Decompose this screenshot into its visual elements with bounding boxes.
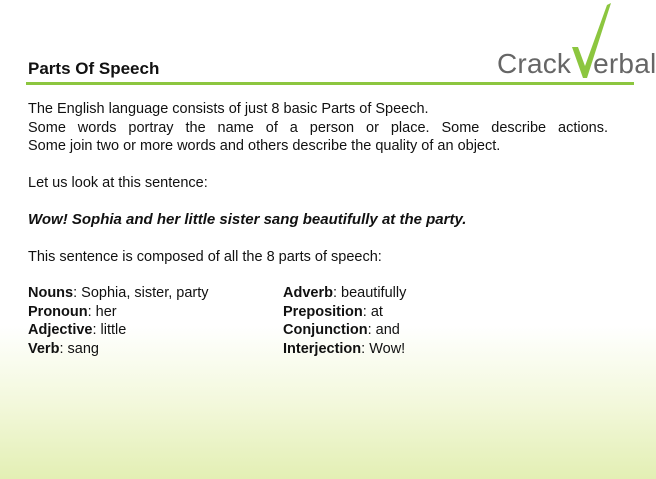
intro-paragraph — [28, 100, 608, 156]
pos-examples: beautifully — [341, 285, 407, 301]
slide-title: Parts Of Speech — [28, 59, 160, 78]
brand-logo — [497, 48, 656, 80]
brand-name-part1: Crack — [497, 48, 572, 79]
pos-examples: Wow! — [369, 340, 406, 357]
example-sentence: Wow! Sophia and her little sister sang beautifully at the party. — [28, 211, 467, 228]
pos-item: Adjective: little — [28, 322, 127, 338]
pos-item: Conjunction: and — [283, 322, 400, 338]
pos-item: Verb: sang — [28, 340, 99, 357]
pos-term: Interjection — [283, 340, 362, 357]
pos-item: Preposition: at — [283, 303, 383, 320]
pos-term: Adjective — [28, 322, 93, 338]
pos-term: Verb — [28, 340, 60, 357]
intro-line: Some join two or more words and others describe the quality of an object. — [28, 138, 501, 154]
prompt-text: Let us look at this sentence: — [28, 174, 208, 191]
pos-item: Pronoun: her — [28, 303, 117, 320]
composition-text: This sentence is composed of all the 8 parts of speech: — [28, 248, 382, 265]
intro-line: Some words portray the name of a person or place. Some describe actions. — [28, 119, 608, 136]
pos-term: Nouns — [28, 285, 74, 301]
pos-term: Adverb — [283, 285, 333, 301]
pos-examples: and — [375, 322, 400, 338]
pos-item: Interjection: Wow! — [283, 340, 406, 357]
pos-item: Nouns: Sophia, sister, party — [28, 285, 209, 301]
pos-term: Conjunction — [283, 322, 368, 338]
pos-examples: Sophia, sister, party — [81, 285, 209, 301]
pos-term: Preposition — [283, 303, 363, 320]
title-divider — [26, 82, 634, 85]
slide-body — [28, 100, 608, 358]
pos-examples: her — [95, 303, 117, 320]
pos-term: Pronoun — [28, 303, 88, 320]
pos-examples: little — [100, 322, 127, 338]
pos-examples: sang — [67, 340, 99, 357]
parts-of-speech-list — [28, 284, 608, 358]
pos-examples: at — [370, 303, 383, 320]
pos-item: Adverb: beautifully — [283, 285, 407, 301]
intro-line: The English language consists of just 8 basic Parts of Speech. — [28, 101, 429, 117]
brand-name-part2: erbal — [593, 48, 656, 79]
